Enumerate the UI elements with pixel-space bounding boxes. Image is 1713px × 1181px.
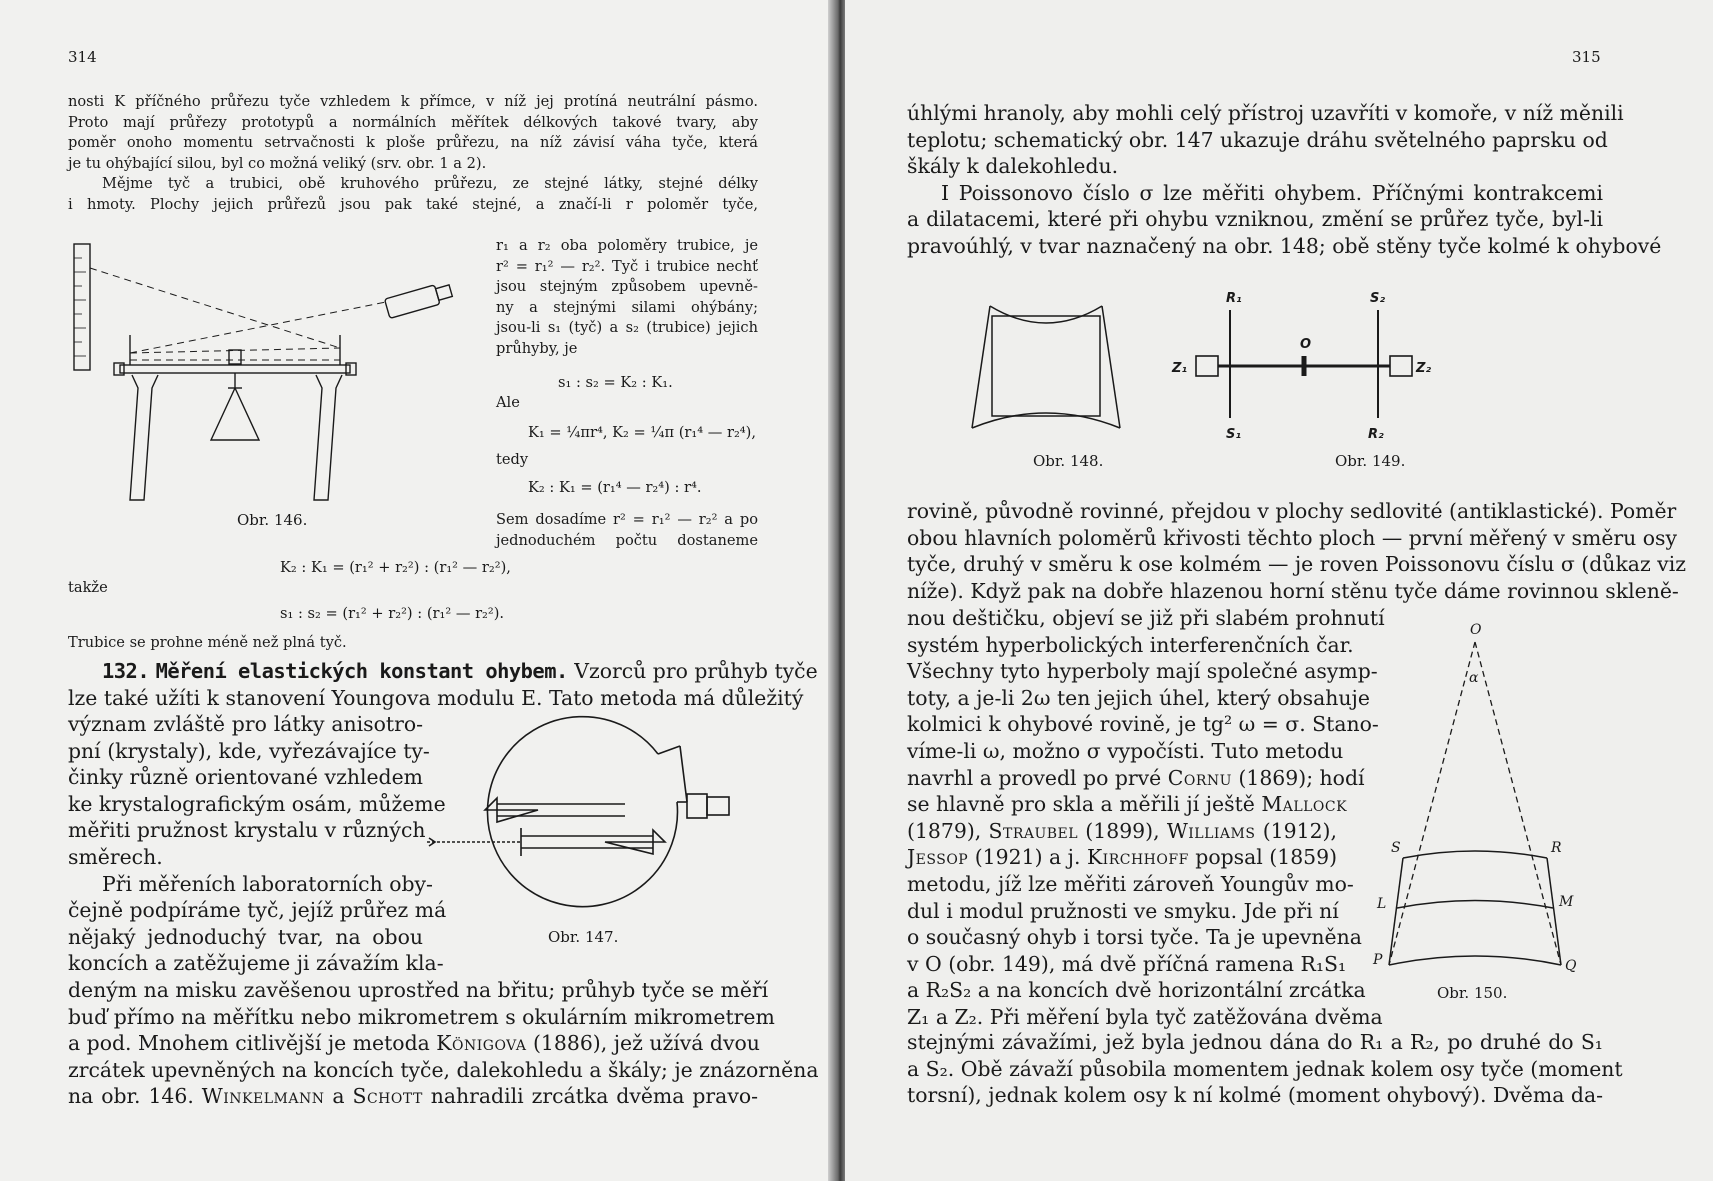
section-heading: Měření elastických konstant ohybem. — [155, 659, 568, 683]
label-P: P — [1373, 952, 1383, 968]
figure-149 — [1172, 290, 1432, 450]
left-bottom-paragraph — [68, 977, 819, 1110]
text-fragment: (1869); hodí — [1231, 765, 1365, 790]
text-line: ke krystalografickým osám, můžeme — [68, 791, 446, 816]
text-line: význam zvláště pro látky anisotro- — [68, 712, 423, 736]
text-line: a dilatacemi, které při ohybu vzniknou, změní se průřez tyče, byl-li — [907, 207, 1603, 232]
text-fragment: popsal (1859) — [1188, 845, 1338, 870]
text-line — [907, 791, 1348, 818]
text-line: průhyby, je — [496, 339, 578, 357]
figure-148 — [970, 300, 1120, 440]
text-fragment: (1921) a j. — [968, 845, 1087, 870]
text-line: ny a stejnými silami ohýbány; — [496, 298, 758, 316]
author-straubel: Straubel — [988, 818, 1079, 843]
page-number-left: 314 — [68, 48, 97, 66]
label-S: S — [1391, 840, 1401, 856]
text-line: škály k dalekohledu. — [907, 154, 1119, 179]
text-line: v O (obr. 149), má dvě příčná ramena R₁S₁ — [907, 951, 1347, 976]
text-line: stejnými závažími, jež byla jednou dána do R₁ a R₂, po druhé do S₁ — [907, 1030, 1603, 1054]
text-line: zrcátek upevněných na koncích tyče, dalekohledu a škály; je znázorněna — [68, 1057, 819, 1082]
author-name: Schott — [352, 1084, 423, 1109]
text-line: deným na misku zavěšenou uprostřed na břitu; průhyb tyče se měří — [68, 978, 769, 1002]
label-S1: S₁ — [1226, 427, 1242, 442]
label-R1: R₁ — [1226, 291, 1242, 306]
author-williams: Williams — [1166, 818, 1256, 843]
author-name: Königova — [436, 1031, 527, 1056]
text-line: jsou-li s₁ (tyč) a s₂ (trubice) jejich — [496, 319, 758, 337]
figure-147 — [425, 724, 765, 924]
text-fragment: (1899), — [1078, 818, 1167, 843]
author-mallock: Mallock — [1261, 792, 1348, 817]
text-line: víme-li ω, možno σ vypočísti. Tuto metodu — [907, 738, 1344, 763]
text-line: směrech. — [68, 844, 163, 869]
figure-150 — [1375, 620, 1575, 980]
right-top-paragraph — [907, 100, 1662, 260]
text-line: teplotu; schematický obr. 147 ukazuje dráhu světelného paprsku od — [907, 127, 1608, 152]
left-narrow-text — [68, 711, 447, 977]
equation-2: K₁ = ¼πr⁴, K₂ = ¼π (r₁⁴ — r₂⁴), — [528, 424, 756, 441]
page-number-right: 315 — [1572, 48, 1601, 66]
author-jessop: Jessop — [907, 845, 969, 870]
right-bottom-paragraph — [907, 1029, 1623, 1109]
text-line: kolmici k ohybové rovině, je tg² ω = σ. Stano- — [907, 712, 1379, 737]
label-alpha: α — [1469, 670, 1479, 686]
caption-fig149: Obr. 149. — [1335, 452, 1406, 470]
text-line — [68, 658, 818, 685]
caption-fig147: Obr. 147. — [548, 928, 619, 946]
right-page — [845, 0, 1713, 1181]
label-S2: S₂ — [1370, 291, 1386, 306]
text-line: činky různě orientované vzhledem — [68, 765, 423, 790]
text-fragment: (1879), — [907, 818, 989, 843]
text-line: nosti K příčného průřezu tyče vzhledem k přímce, v níž jej protíná neutrální pásmo. — [68, 93, 758, 110]
text-tedy: tedy — [496, 451, 529, 468]
left-section-132 — [68, 658, 818, 711]
right-narrow-text — [907, 605, 1385, 1031]
label-Z1: Z₁ — [1172, 361, 1188, 376]
text-line: o současný ohyb i torsi tyče. Ta je upevněna — [907, 925, 1362, 950]
text-line: na obr. 146. Winkelmann a Schott nahradili zrcátka dvěma pravo- — [68, 1084, 758, 1109]
label-O: O — [1300, 337, 1312, 352]
text-line: a pod. Mnohem citlivější je metoda Königova (1886), jež užívá dvou — [68, 1031, 760, 1056]
text-line: jednoduchém počtu dostaneme — [496, 531, 758, 549]
right-mid-paragraph — [907, 498, 1686, 604]
text-takze: takže — [68, 579, 108, 596]
text-line: r² = r₁² — r₂². Tyč i trubice nechť — [496, 257, 758, 275]
left-page — [0, 0, 835, 1181]
text-line: rovině, původně rovinné, přejdou v plochy sedlovité (antiklastické). Poměr — [907, 499, 1677, 523]
text-line: Proto mají průřezy prototypů a normálních měřítek délkových takové tvary, aby — [68, 113, 758, 131]
text-line: Sem dosadíme r² = r₁² — r₂² a po — [496, 511, 758, 528]
text-line: systém hyperbolických interferenčních čar. — [907, 632, 1354, 657]
left-side-text-2 — [496, 510, 758, 551]
label-R: R — [1551, 840, 1562, 856]
text-line: pravoúhlý, v tvar naznačený na obr. 148; obě stěny tyče kolmé k ohybové — [907, 233, 1662, 258]
heading-rest: Vzorců pro průhyb tyče — [574, 659, 818, 683]
author-cornu: Cornu — [1167, 765, 1232, 790]
left-top-paragraph — [68, 92, 758, 216]
text-line: Všechny tyto hyperboly mají společné asymp- — [907, 659, 1378, 684]
text-trubice: Trubice se prohne méně než plná tyč. — [68, 634, 347, 651]
text-line: nějaký jednoduchý tvar, na obou — [68, 924, 423, 949]
text-line: nou deštičku, objeví se již při slabém prohnutí — [907, 606, 1385, 630]
text-line: r₁ a r₂ oba poloměry trubice, je — [496, 237, 758, 254]
text-line: poměr onoho momentu setrvačnosti k ploše průřezu, na níž závisí váha tyče, která — [68, 134, 758, 152]
text-line: obou hlavních poloměrů křivosti těchto ploch — první měřený v směru osy — [907, 525, 1678, 550]
text-line: toty, a je-li 2ω ten jejich úhel, který obsahuje — [907, 685, 1370, 710]
caption-fig150: Obr. 150. — [1437, 984, 1508, 1002]
text-line: a R₂S₂ a na koncích dvě horizontální zrcátka — [907, 978, 1366, 1003]
text-fragment: se hlavně pro skla a měřili jí ještě — [907, 792, 1262, 817]
equation-5: s₁ : s₂ = (r₁² + r₂²) : (r₁² — r₂²). — [280, 605, 505, 622]
label-M: M — [1559, 894, 1574, 910]
caption-fig146: Obr. 146. — [237, 511, 308, 529]
text-line: měřiti pružnost krystalu v různých — [68, 818, 426, 843]
label-L: L — [1377, 896, 1387, 912]
text-line: je tu ohýbající silou, byl co možná veliký (srv. obr. 1 a 2). — [68, 154, 487, 172]
text-line — [907, 765, 1365, 792]
text-line: Při měřeních laboratorních oby- — [102, 871, 433, 896]
figure-146 — [68, 238, 488, 508]
label-Q: Q — [1565, 958, 1577, 974]
text-line — [907, 844, 1337, 871]
equation-1: s₁ : s₂ = K₂ : K₁. — [558, 374, 673, 391]
text-line: tyče, druhý v směru k ose kolmém — je roven Poissonovu číslu σ (důkaz viz — [907, 552, 1686, 577]
text-line: a S₂. Obě závaží působila momentem jednak kolem osy tyče (moment — [907, 1056, 1623, 1081]
text-line: torsní), jednak kolem osy k ní kolmé (moment ohybový). Dvěma da- — [907, 1083, 1603, 1108]
text-line: pní (krystaly), kde, vyřezávajíce ty- — [68, 738, 430, 763]
text-line — [907, 818, 1337, 845]
text-fragment: navrhl a provedl po prvé — [907, 765, 1168, 790]
text-line: I Poissonovo číslo σ lze měřiti ohybem. Příčnými kontrakcemi — [941, 180, 1603, 205]
text-line: dul i modul pružnosti ve smyku. Jde při ní — [907, 898, 1339, 923]
text-line: čejně podpíráme tyč, jejíž průřez má — [68, 898, 447, 923]
text-line: lze také užíti k stanovení Youngova modulu E. Tato metoda má důležitý — [68, 685, 804, 710]
label-Z2: Z₂ — [1416, 361, 1432, 376]
section-number: 132. — [102, 659, 150, 683]
author-kirchhoff: Kirchhoff — [1086, 845, 1189, 870]
text-line: jsou stejným způsobem upevně- — [496, 278, 758, 296]
text-line: níže). Když pak na dobře hlazenou horní stěnu tyče dáme rovinnou skleně- — [907, 578, 1679, 603]
text-line: i hmoty. Plochy jejich průřezů jsou pak také stejné, a značí-li r poloměr tyče, — [68, 195, 758, 213]
text-line: úhlými hranoly, aby mohli celý přístroj uzavříti v komoře, v níž měnili — [907, 101, 1624, 125]
text-fragment: (1912), — [1255, 818, 1337, 843]
caption-fig148: Obr. 148. — [1033, 452, 1104, 470]
author-name: Winkelmann — [201, 1084, 325, 1109]
left-side-text — [496, 236, 758, 360]
text-line: Z₁ a Z₂. Při měření byla tyč zatěžována dvěma — [907, 1004, 1383, 1029]
text-line: koncích a zatěžujeme ji závažím kla- — [68, 951, 444, 976]
text-line: Mějme tyč a trubici, obě kruhového průřezu, ze stejné látky, stejné délky — [102, 175, 758, 193]
text-ale: Ale — [496, 394, 520, 411]
equation-4: K₂ : K₁ = (r₁² + r₂²) : (r₁² — r₂²), — [280, 559, 511, 576]
label-R2: R₂ — [1368, 427, 1384, 442]
label-O: O — [1470, 622, 1482, 638]
text-line: metodu, jíž lze měřiti zároveň Youngův mo- — [907, 871, 1354, 896]
text-line: buď přímo na měřítku nebo mikrometrem s okulárním mikrometrem — [68, 1004, 775, 1029]
equation-3: K₂ : K₁ = (r₁⁴ — r₂⁴) : r⁴. — [528, 479, 702, 496]
